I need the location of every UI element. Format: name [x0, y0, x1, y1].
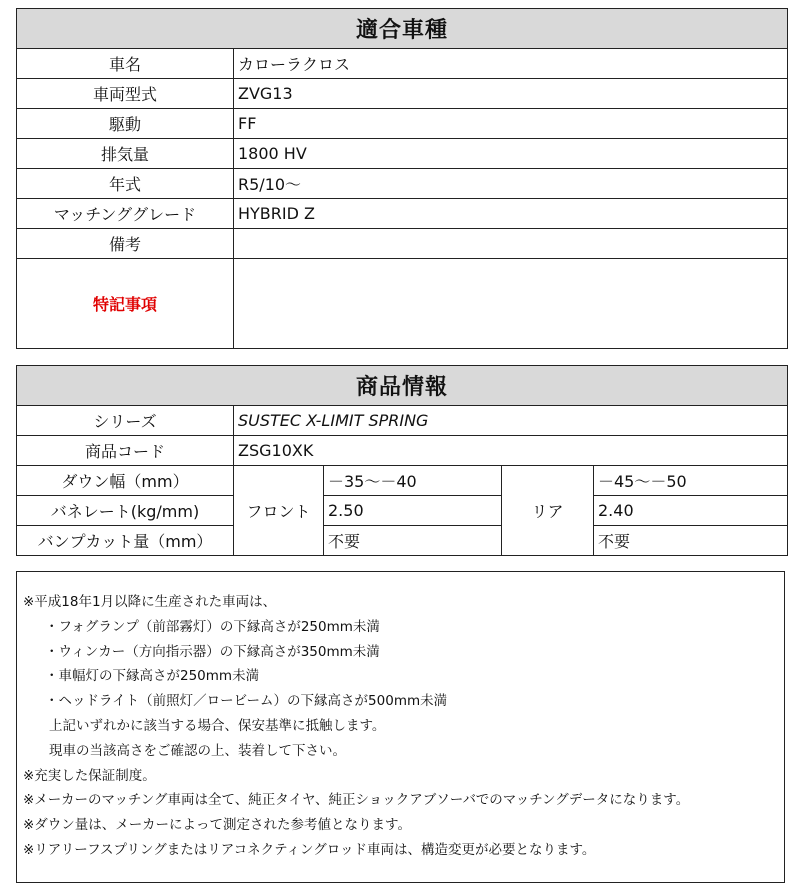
down-width-rear: －45～－50 [594, 466, 788, 496]
note-line: ・ヘッドライト（前照灯／ロービーム）の下縁高さが500mm未満 [45, 693, 448, 710]
remarks-label: 備考 [17, 229, 234, 259]
vehicle-table-title: 適合車種 [17, 9, 788, 49]
note-line: ※メーカーのマッチング車両は全て、純正タイヤ、純正ショックアブソーバでのマッチングデータになります。 [23, 792, 690, 809]
grade-label: マッチンググレード [17, 199, 234, 229]
front-label: フロント [234, 466, 324, 556]
vehicle-model-value: ZVG13 [234, 79, 788, 109]
note-line: ・車幅灯の下縁高さが250mm未満 [45, 668, 260, 685]
product-table [16, 365, 788, 556]
special-notes-label: 特記事項 [17, 259, 234, 349]
bump-cut-front: 不要 [324, 526, 502, 556]
notes-box [16, 571, 785, 883]
note-line: 上記いずれかに該当する場合、保安基準に抵触します。 [49, 717, 386, 734]
drive-value: FF [234, 109, 788, 139]
drive-label: 駆動 [17, 109, 234, 139]
vehicle-model-label: 車両型式 [17, 79, 234, 109]
note-line: ・ウィンカー（方向指示器）の下縁高さが350mm未満 [45, 643, 380, 660]
year-label: 年式 [17, 169, 234, 199]
bump-cut-rear: 不要 [594, 526, 788, 556]
displacement-value: 1800 HV [234, 139, 788, 169]
note-line: ・フォグランプ（前部霧灯）の下縁高さが250mm未満 [45, 618, 380, 635]
spring-rate-rear: 2.40 [594, 496, 788, 526]
spring-rate-label: バネレート(kg/mm) [17, 496, 234, 526]
product-table-title: 商品情報 [17, 366, 788, 406]
vehicle-name-value: カローラクロス [234, 49, 788, 79]
product-code-label: 商品コード [17, 436, 234, 466]
note-line: ※平成18年1月以降に生産された車両は、 [23, 594, 277, 610]
series-value: SUSTEC X-LIMIT SPRING [234, 406, 788, 436]
grade-value: HYBRID Z [234, 199, 788, 229]
note-line: ※ダウン量は、メーカーによって測定された参考値となります。 [23, 817, 411, 834]
series-label: シリーズ [17, 406, 234, 436]
year-value: R5/10～ [234, 169, 788, 199]
product-code-value: ZSG10XK [234, 436, 788, 466]
note-line: ※充実した保証制度。 [23, 767, 156, 784]
note-line: 現車の当該高さをご確認の上、装着して下さい。 [49, 742, 346, 759]
spring-rate-front: 2.50 [324, 496, 502, 526]
special-notes-value [234, 259, 788, 349]
down-width-front: －35～－40 [324, 466, 502, 496]
bump-cut-label: バンプカット量（mm） [17, 526, 234, 556]
displacement-label: 排気量 [17, 139, 234, 169]
note-line: ※リアリーフスプリングまたはリアコネクティングロッド車両は、構造変更が必要となります。 [23, 841, 596, 858]
vehicle-table [16, 8, 788, 349]
vehicle-name-label: 車名 [17, 49, 234, 79]
remarks-value [234, 229, 788, 259]
down-width-label: ダウン幅（mm） [17, 466, 234, 496]
rear-label: リア [502, 466, 594, 556]
